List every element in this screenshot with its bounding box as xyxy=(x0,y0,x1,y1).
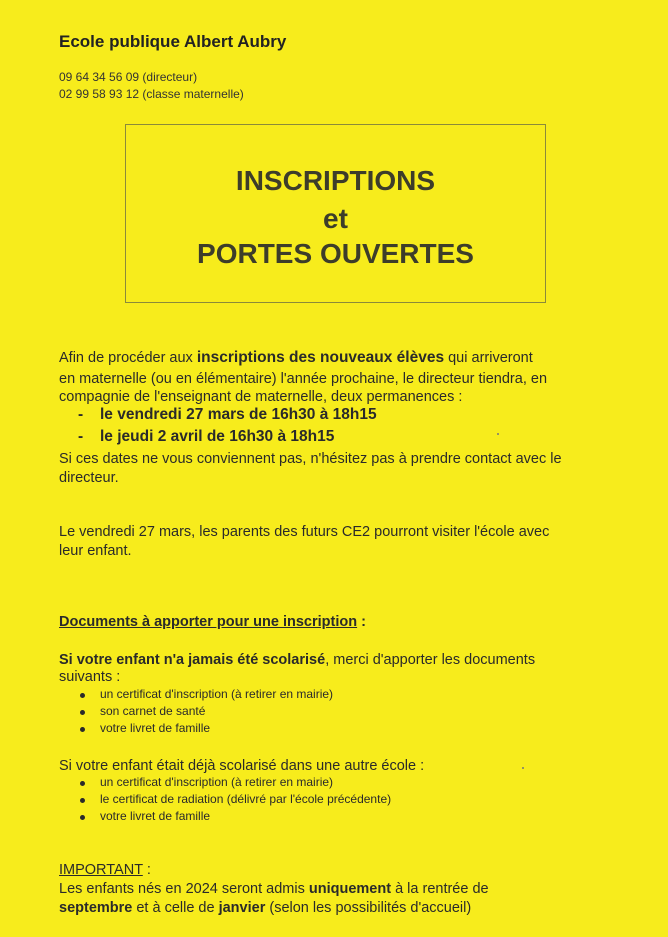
important-line2-bold1: septembre xyxy=(59,900,133,916)
contact-note-line-1: Si ces dates ne vous conviennent pas, n'hésitez pas à prendre contact avec le xyxy=(59,451,562,467)
scan-speck xyxy=(522,767,524,769)
title-box xyxy=(125,124,546,303)
dash-marker: - xyxy=(78,428,84,445)
intro-line-2: en maternelle (ou en élémentaire) l'année prochaine, le directeur tiendra, en xyxy=(59,371,548,387)
important-label-suffix: : xyxy=(142,862,151,878)
session-item xyxy=(78,428,334,446)
phone-kindergarten: 02 99 58 93 12 (classe maternelle) xyxy=(59,87,244,101)
case1-list xyxy=(78,686,333,737)
important-line1-bold: uniquement xyxy=(308,881,392,897)
open-house-line-1: Le vendredi 27 mars, les parents des futurs CE2 pourront visiter l'école avec xyxy=(59,524,550,540)
intro-line-1 xyxy=(59,349,629,367)
session-item xyxy=(78,406,377,424)
important-line2-post: (selon les possibilités d'accueil) xyxy=(265,900,472,916)
important-heading xyxy=(59,861,629,879)
title-line-3: PORTES OUVERTES xyxy=(197,238,474,269)
list-item: un certificat d'inscription (à retirer en mairie) xyxy=(78,686,333,703)
phone-director: 09 64 34 56 09 (directeur) xyxy=(59,70,198,84)
important-line-1 xyxy=(59,880,629,898)
list-item: votre livret de famille xyxy=(78,808,391,825)
case1-line-2: suivants : xyxy=(59,669,121,685)
intro-line-3: compagnie de l'enseignant de maternelle, deux permanences : xyxy=(59,389,463,405)
important-line2-bold2: janvier xyxy=(218,900,266,916)
open-house-line-2: leur enfant. xyxy=(59,543,132,559)
session-text: le jeudi 2 avril de 16h30 à 18h15 xyxy=(100,428,335,445)
title-line-2: et xyxy=(323,203,348,234)
title-line-1: INSCRIPTIONS xyxy=(235,165,436,196)
school-name: Ecole publique Albert Aubry xyxy=(59,32,287,51)
intro-highlight: inscriptions des nouveaux élèves xyxy=(196,349,445,366)
documents-heading-text: Documents à apporter pour une inscription xyxy=(59,614,358,630)
important-label: IMPORTANT xyxy=(59,862,143,878)
case2-list xyxy=(78,774,391,825)
contact-note-line-2: directeur. xyxy=(59,470,119,486)
case2-line: Si votre enfant était déjà scolarisé dans une autre école : xyxy=(59,758,425,774)
list-item: un certificat d'inscription (à retirer en mairie) xyxy=(78,774,391,791)
important-line1-post: à la rentrée de xyxy=(391,881,489,897)
documents-heading xyxy=(59,613,629,631)
intro-suffix: qui arriveront xyxy=(444,350,533,366)
list-item: son carnet de santé xyxy=(78,703,333,720)
intro-prefix: Afin de procéder aux xyxy=(59,350,197,366)
important-line1-pre: Les enfants nés en 2024 seront admis xyxy=(59,881,309,897)
important-line-2 xyxy=(59,899,629,917)
case1-line-1 xyxy=(59,651,629,669)
list-item: votre livret de famille xyxy=(78,720,333,737)
case1-bold: Si votre enfant n'a jamais été scolarisé xyxy=(59,652,326,668)
documents-heading-suffix: : xyxy=(357,614,366,630)
dash-marker: - xyxy=(78,406,84,423)
list-item: le certificat de radiation (délivré par l'école précédente) xyxy=(78,791,391,808)
scan-speck xyxy=(497,433,499,435)
important-line2-mid: et à celle de xyxy=(132,900,219,916)
session-text: le vendredi 27 mars de 16h30 à 18h15 xyxy=(100,406,377,423)
case1-rest: , merci d'apporter les documents xyxy=(325,652,536,668)
